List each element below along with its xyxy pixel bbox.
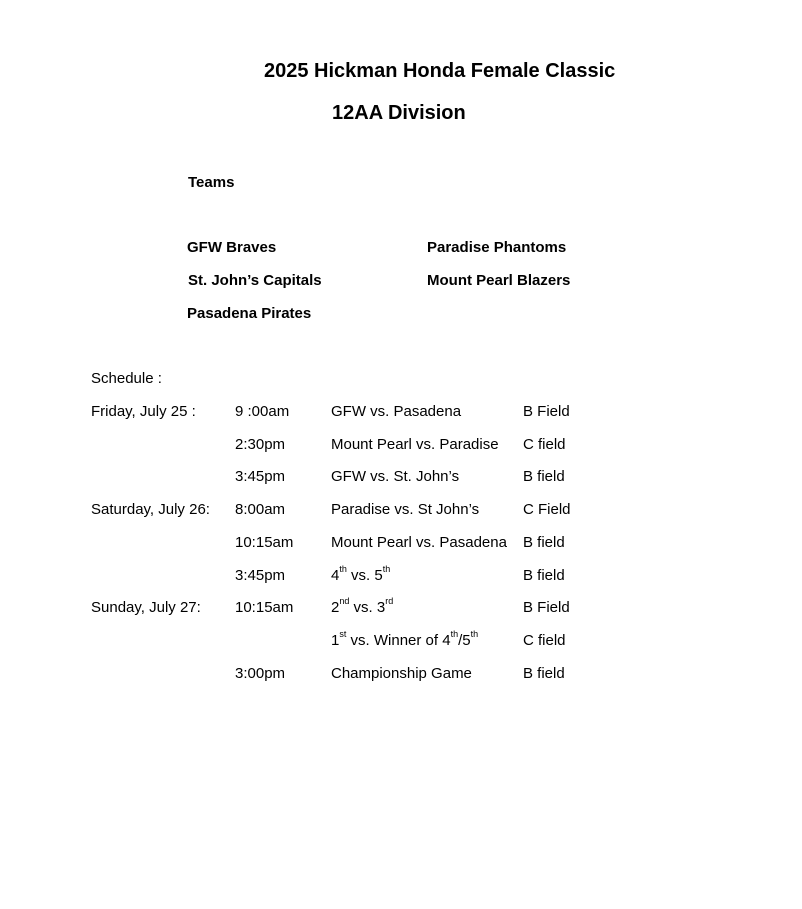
game-field: C field [523,632,566,649]
team-name: St. John’s Capitals [188,272,322,289]
teams-heading: Teams [188,174,235,191]
game-field: C field [523,436,566,453]
game-matchup [331,596,394,616]
game-matchup: GFW vs. St. John’s [331,468,460,485]
matchup-text: 1 [331,632,340,649]
ordinal-suffix: nd [339,596,350,606]
game-field: B field [523,665,565,682]
day-label: Saturday, July 26: [91,501,210,518]
game-field: B field [523,468,565,485]
game-time: 8:00am [235,501,286,518]
game-field: B field [523,534,565,551]
game-field: B Field [523,403,570,420]
game-time: 10:15am [235,534,294,551]
matchup-text: vs. 5 [346,567,383,584]
game-field: B Field [523,599,570,616]
game-matchup [331,629,479,649]
ordinal-suffix: st [339,629,347,639]
ordinal-suffix: th [339,564,347,574]
team-name: Paradise Phantoms [427,239,567,256]
game-time: 10:15am [235,599,294,616]
document-title: 2025 Hickman Honda Female Classic [264,60,616,82]
game-time: 9 :00am [235,403,290,420]
game-time: 3:45pm [235,468,286,485]
ordinal-suffix: th [450,629,459,639]
ordinal-suffix: th [382,564,391,574]
matchup-text: /5 [458,632,471,649]
game-field: B field [523,567,565,584]
matchup-text: vs. 3 [349,599,386,616]
ordinal-suffix: rd [385,596,394,606]
game-matchup: Mount Pearl vs. Paradise [331,436,499,453]
game-matchup: GFW vs. Pasadena [331,403,462,420]
game-matchup [331,564,391,584]
game-time: 2:30pm [235,436,286,453]
schedule-heading: Schedule : [91,370,162,387]
team-name: Pasadena Pirates [187,305,312,322]
game-field: C Field [523,501,571,518]
game-matchup: Paradise vs. St John’s [331,501,480,518]
matchup-text: vs. Winner of 4 [346,632,451,649]
game-time: 3:45pm [235,567,286,584]
team-name: GFW Braves [187,239,277,256]
game-matchup: Mount Pearl vs. Pasadena [331,534,507,551]
ordinal-suffix: th [470,629,479,639]
matchup-text: 4 [331,567,340,584]
day-label: Friday, July 25 : [91,403,196,420]
day-label: Sunday, July 27: [91,599,201,616]
game-time: 3:00pm [235,665,286,682]
game-matchup: Championship Game [331,665,472,682]
team-name: Mount Pearl Blazers [427,272,571,289]
division-title: 12AA Division [332,102,466,124]
matchup-text: 2 [331,599,340,616]
